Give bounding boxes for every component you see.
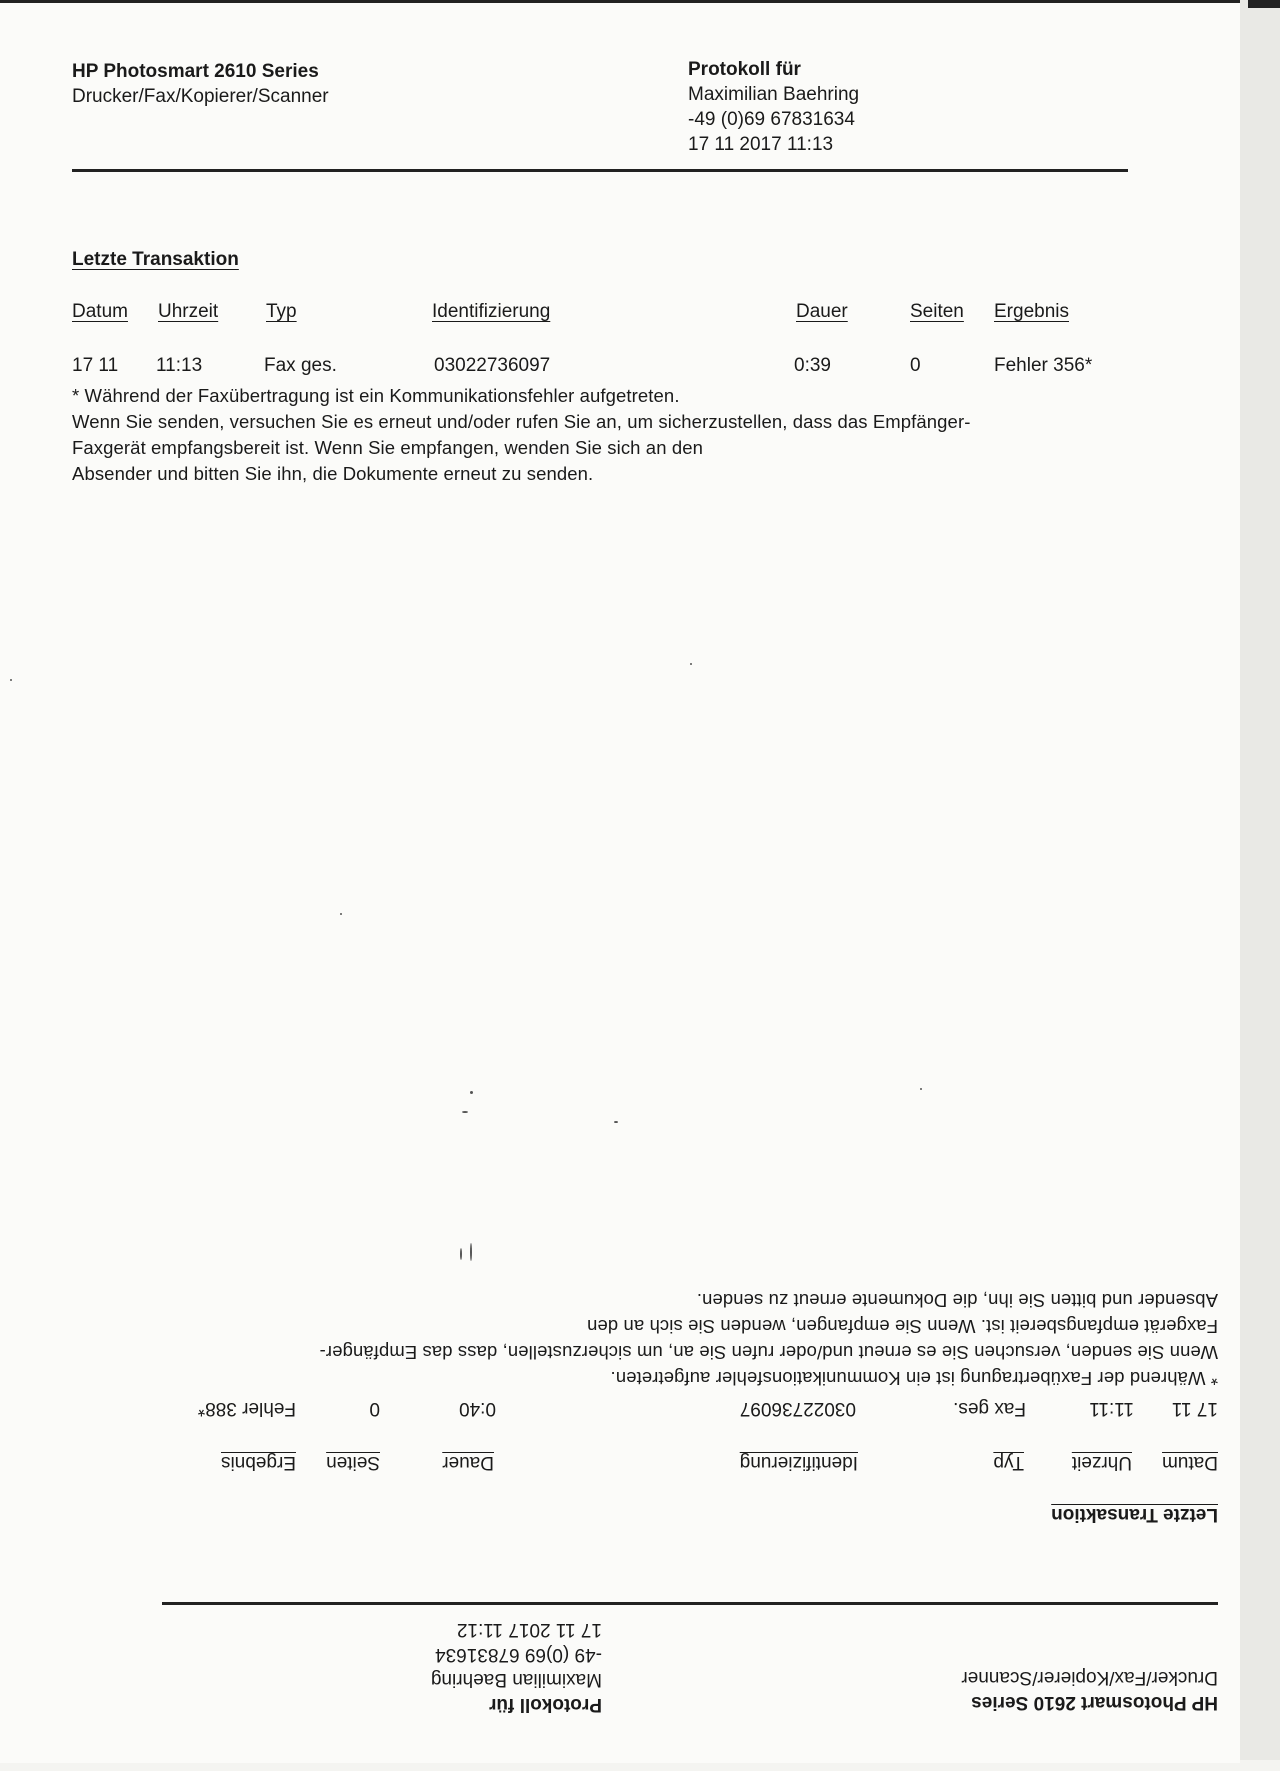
cell-duration: 0:39 <box>794 355 831 376</box>
cell-result: Fehler 356* <box>994 355 1093 376</box>
owner-name: Maximilian Baehring <box>688 84 860 105</box>
cell-date: 17 11 <box>1171 1398 1218 1419</box>
column-header-datum: Datum <box>72 301 128 322</box>
column-header-seiten: Seiten <box>910 301 964 322</box>
protocol-header <box>431 1617 602 1717</box>
cell-pages: 0 <box>369 1398 380 1419</box>
cell-result: Fehler 388* <box>197 1398 296 1419</box>
scan-speck <box>340 913 342 915</box>
cell-type: Fax ges. <box>264 355 337 376</box>
cell-type: Fax ges. <box>953 1398 1026 1419</box>
cell-time: 11:11 <box>1089 1398 1134 1419</box>
scan-speck <box>470 1243 472 1261</box>
protocol-header <box>688 57 859 157</box>
scan-speck <box>10 679 12 681</box>
report-datetime: 17 11 2017 11:12 <box>456 1619 602 1640</box>
device-type: Drucker/Fax/Kopierer/Scanner <box>72 86 329 107</box>
column-header-uhrzeit: Uhrzeit <box>1071 1452 1132 1473</box>
scan-speck <box>614 1121 618 1123</box>
column-header-identifizierung: Identifizierung <box>739 1452 858 1473</box>
column-header-typ: Typ <box>266 301 297 322</box>
column-header-typ: Typ <box>993 1452 1024 1473</box>
device-header <box>961 1665 1218 1715</box>
error-note: * Während der Faxübertragung ist ein Kommunikationsfehler aufgetreten. Wenn Sie senden, versuchen Sie es erneut und/oder rufen Sie an, um sicherzustellen, dass das Empfänger- Faxgerät empfangsbereit ist. Wenn Sie empfangen, wenden Sie sich an den Absender und bitten Sie ihn, die Dokumente erneut zu senden. <box>319 1290 1218 1389</box>
cell-identification: 03022736097 <box>434 355 551 376</box>
report-datetime: 17 11 2017 11:13 <box>688 134 834 155</box>
scan-corner-mark <box>1248 0 1280 8</box>
scan-speck <box>460 1248 462 1260</box>
fax-report-upright <box>0 3 1280 563</box>
owner-phone: -49 (0)69 67831634 <box>688 109 855 130</box>
scan-speck <box>462 1111 468 1113</box>
cell-time: 11:13 <box>156 355 203 376</box>
scan-speck <box>920 1088 922 1090</box>
error-note: * Während der Faxübertragung ist ein Kommunikationsfehler aufgetreten. Wenn Sie senden, versuchen Sie es erneut und/oder rufen Sie an, um sicherzustellen, dass das Empfänger- Faxgerät empfangsbereit ist. Wenn Sie empfangen, wenden Sie sich an den Absender und bitten Sie ihn, die Dokumente erneut zu senden. <box>72 385 971 484</box>
column-header-dauer: Dauer <box>796 301 848 322</box>
section-title: Letzte Transaktion <box>72 249 239 270</box>
column-header-identifizierung: Identifizierung <box>432 301 551 322</box>
header-divider <box>162 1602 1218 1605</box>
column-header-uhrzeit: Uhrzeit <box>158 301 219 322</box>
header-divider <box>72 169 1128 172</box>
column-header-ergebnis: Ergebnis <box>221 1452 296 1473</box>
protocol-label: Protokoll für <box>489 1694 602 1715</box>
section-title: Letzte Transaktion <box>1051 1504 1218 1525</box>
column-header-ergebnis: Ergebnis <box>994 301 1069 322</box>
device-model: HP Photosmart 2610 Series <box>971 1692 1218 1713</box>
cell-identification: 03022736097 <box>739 1398 856 1419</box>
column-header-seiten: Seiten <box>326 1452 380 1473</box>
owner-name: Maximilian Baehring <box>430 1669 602 1690</box>
device-model: HP Photosmart 2610 Series <box>72 61 319 82</box>
protocol-label: Protokoll für <box>688 59 801 80</box>
column-header-dauer: Dauer <box>442 1452 494 1473</box>
owner-phone: -49 (0)69 67831634 <box>435 1644 602 1665</box>
device-type: Drucker/Fax/Kopierer/Scanner <box>961 1667 1218 1688</box>
cell-duration: 0:40 <box>459 1398 496 1419</box>
scan-edge <box>1240 0 1280 1760</box>
scan-speck <box>690 663 692 665</box>
scan-speck <box>470 1091 473 1094</box>
cell-date: 17 11 <box>72 355 119 376</box>
device-header <box>72 59 329 109</box>
cell-pages: 0 <box>910 355 921 376</box>
fax-report-inverted <box>0 1203 1280 1763</box>
column-header-datum: Datum <box>1162 1452 1218 1473</box>
